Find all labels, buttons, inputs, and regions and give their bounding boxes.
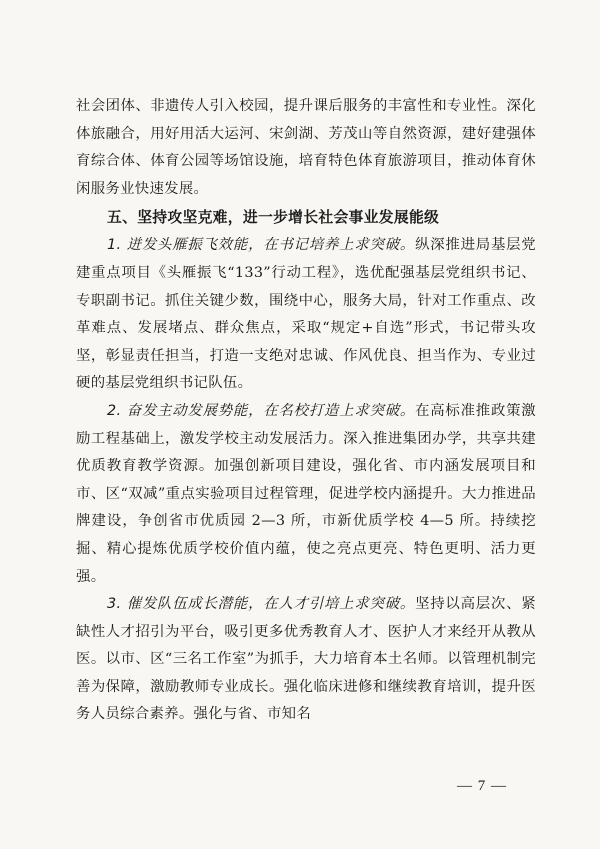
paragraph-lead: 3. 催发队伍成长潜能，在人才引培上求突破。 bbox=[107, 596, 416, 613]
paragraph-item-1 bbox=[76, 232, 536, 398]
paragraph-text: 社会团体、非遗传人引入校园，提升课后服务的丰富性和专业性。深化体旅融合，用好用活大运河、宋剑湖、芳茂山等自然资源，建好建强体育综合体、体育公园等场馆设施，培育特色体育旅游项目，推动体育休闲服务业快速发展。 bbox=[76, 98, 536, 197]
paragraph-lead: 2. 奋发主动发展势能，在名校打造上求突破。 bbox=[107, 402, 416, 419]
page-number: — 7 — bbox=[457, 778, 507, 794]
heading-text: 五、坚持攻坚克难，进一步增长社会事业发展能级 bbox=[107, 209, 440, 227]
section-heading bbox=[76, 203, 536, 232]
paragraph-text: 在高标准推政策激励工程基础上，激发学校主动发展活力。深入推进集团办学，共享共建优质教育教学资源。加强创新项目建设，强化省、市内涵发展项目和市、区“双减”重点实验项目过程管理，促进学校内涵提升。大力推进品牌建设，争创省市优质园 2—3 所，市新优质学校 4—5 所。持续挖掘、精心提炼优质学校价值内蕴，使之亮点更亮、特色更明、活力更强。 bbox=[76, 402, 536, 585]
paragraph-item-3 bbox=[76, 591, 536, 729]
document-body bbox=[76, 93, 536, 729]
paragraph-text: 坚持以高层次、紧缺性人才招引为平台，吸引更多优秀教育人才、医护人才来经开从教从医。以市、区“三名工作室”为抓手，大力培育本土名师。以管理机制完善为保障，激励教师专业成长。强化临床进修和继续教育培训，提升医务人员综合素养。强化与省、市知名 bbox=[76, 596, 536, 723]
paragraph-text: 纵深推进局基层党建重点项目《头雁振飞“133”行动工程》，选优配强基层党组织书记、专职副书记。抓住关键少数，围绕中心，服务大局，针对工作重点、改革难点、发展堵点、群众焦点，采取“规定+自选”形式，书记带头攻坚，彰显责任担当，打造一支绝对忠诚、作风优良、担当作为、专业过硬的基层党组织书记队伍。 bbox=[76, 237, 536, 392]
paragraph-continuation bbox=[76, 93, 536, 203]
paragraph-lead: 1. 迸发头雁振飞效能，在书记培养上求突破。 bbox=[107, 237, 416, 254]
paragraph-item-2 bbox=[76, 398, 536, 591]
